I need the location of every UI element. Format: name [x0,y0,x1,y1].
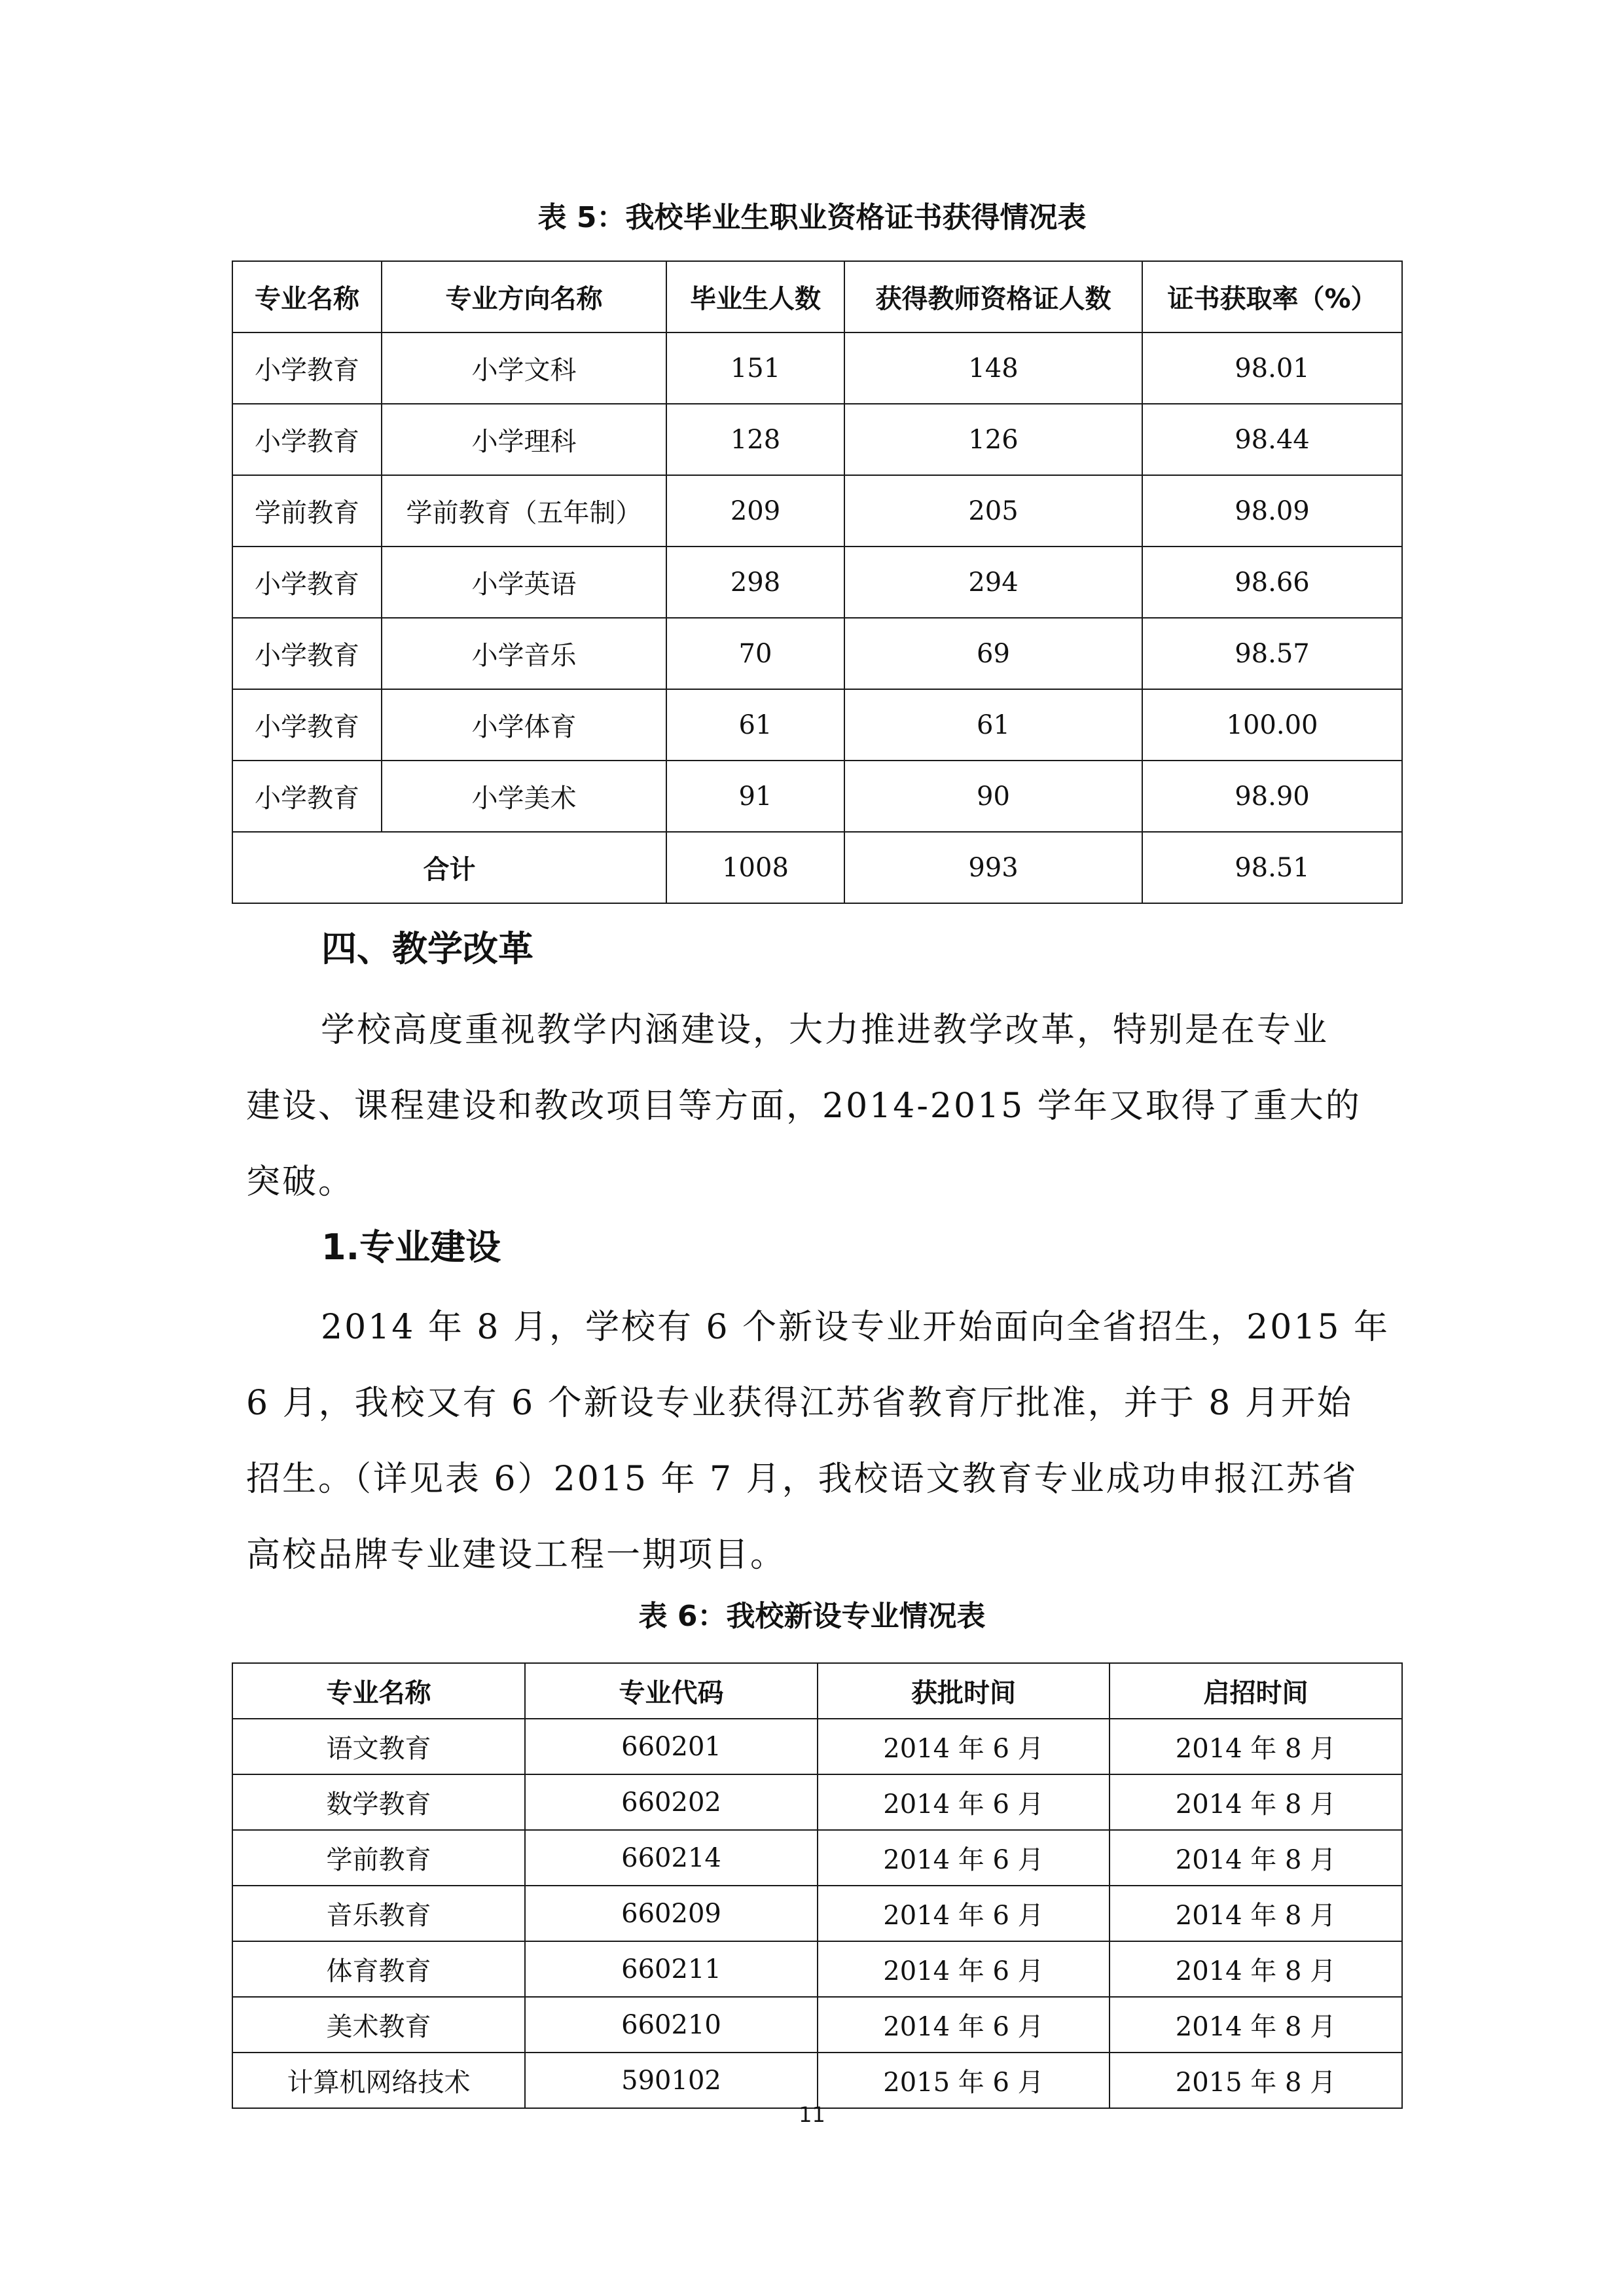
table-cell: 2014 年 6 月 [818,1997,1110,2053]
paragraph-line: 突破。 [246,1162,355,1202]
table-row [232,404,1402,475]
total-label: 合计 [232,832,666,903]
column-header: 专业方向名称 [382,261,666,332]
table-cell: 小学文科 [382,332,666,404]
paragraph-line: 6 月，我校又有 6 个新设专业获得江苏省教育厅批准，并于 8 月开始 [246,1384,1353,1423]
table-cell: 小学音乐 [382,618,666,689]
table-cell: 98.44 [1142,404,1402,475]
table-row [232,475,1402,547]
table-cell: 61 [844,689,1142,761]
table-cell: 98.57 [1142,618,1402,689]
table-cell: 70 [666,618,844,689]
table-cell: 205 [844,475,1142,547]
table-cell: 小学教育 [232,332,382,404]
table-cell: 660201 [525,1719,818,1774]
table6-caption: 表 6：我校新设专业情况表 [638,1600,986,1633]
table-row [232,547,1402,618]
table-cell: 98.66 [1142,547,1402,618]
table-cell: 2014 年 8 月 [1110,1997,1402,2053]
table-cell: 2015 年 6 月 [818,2053,1110,2108]
table-cell: 209 [666,475,844,547]
table-cell: 学前教育 [232,1830,525,1886]
table-cell: 美术教育 [232,1997,525,2053]
table-cell: 128 [666,404,844,475]
table-total-row [232,832,1402,903]
table-cell: 660210 [525,1997,818,2053]
table-cell: 小学教育 [232,761,382,832]
table-cell: 2014 年 6 月 [818,1886,1110,1941]
table-cell: 2014 年 6 月 [818,1830,1110,1886]
subsection-heading-major-construction: 1.专业建设 [321,1227,501,1268]
table-cell: 2014 年 8 月 [1110,1719,1402,1774]
section-heading-teaching-reform: 四、教学改革 [321,928,533,969]
table-cell: 151 [666,332,844,404]
table-row [232,1941,1402,1997]
column-header: 毕业生人数 [666,261,844,332]
table-cell: 体育教育 [232,1941,525,1997]
table-cell: 学前教育（五年制） [382,475,666,547]
column-header: 专业名称 [232,261,382,332]
section-paragraph [246,992,1385,1220]
table-cell: 590102 [525,2053,818,2108]
paragraph-line: 学校高度重视教学内涵建设，大力推进教学改革，特别是在专业 [321,1011,1329,1050]
table-cell: 98.90 [1142,761,1402,832]
table-row [232,1774,1402,1830]
new-majors-table [232,1662,1403,2109]
table-cell: 学前教育 [232,475,382,547]
table-cell: 61 [666,689,844,761]
paragraph-line: 高校品牌专业建设工程一期项目。 [246,1535,787,1575]
table-cell: 298 [666,547,844,618]
table-cell: 小学教育 [232,404,382,475]
table5-caption: 表 5：我校毕业生职业资格证书获得情况表 [537,201,1087,234]
graduate-certificate-table [232,260,1403,904]
table-cell: 660211 [525,1941,818,1997]
table-cell: 148 [844,332,1142,404]
table-cell: 660202 [525,1774,818,1830]
column-header: 专业代码 [525,1663,818,1719]
table-cell: 98.01 [1142,332,1402,404]
column-header: 专业名称 [232,1663,525,1719]
page-number: 11 [799,2102,825,2127]
table-cell: 2014 年 8 月 [1110,1886,1402,1941]
table-cell: 数学教育 [232,1774,525,1830]
table-row [232,1886,1402,1941]
table-row [232,689,1402,761]
table-cell: 126 [844,404,1142,475]
table-cell: 2015 年 8 月 [1110,2053,1402,2108]
column-header: 获批时间 [818,1663,1110,1719]
table-cell: 100.00 [1142,689,1402,761]
table-cell: 小学美术 [382,761,666,832]
table-cell: 2014 年 8 月 [1110,1830,1402,1886]
table-row [232,2053,1402,2108]
table-row [232,618,1402,689]
table-cell: 小学教育 [232,618,382,689]
subsection-paragraph [246,1289,1390,1593]
table-header-row [232,1663,1402,1719]
table-cell: 294 [844,547,1142,618]
table-cell: 2014 年 6 月 [818,1719,1110,1774]
table-cell: 小学教育 [232,689,382,761]
table-cell: 小学教育 [232,547,382,618]
total-rate: 98.51 [1142,832,1402,903]
total-graduates: 1008 [666,832,844,903]
table-row [232,332,1402,404]
total-certified: 993 [844,832,1142,903]
paragraph-line: 建设、课程建设和教改项目等方面，2014-2015 学年又取得了重大的 [246,1086,1362,1126]
table-row [232,1997,1402,2053]
table-row [232,761,1402,832]
table-row [232,1719,1402,1774]
table-cell: 660209 [525,1886,818,1941]
table-cell: 90 [844,761,1142,832]
table-cell: 69 [844,618,1142,689]
table-row [232,1830,1402,1886]
column-header: 获得教师资格证人数 [844,261,1142,332]
table-cell: 2014 年 6 月 [818,1941,1110,1997]
table-cell: 98.09 [1142,475,1402,547]
table-cell: 小学理科 [382,404,666,475]
table-cell: 小学英语 [382,547,666,618]
table-cell: 2014 年 8 月 [1110,1941,1402,1997]
table-cell: 91 [666,761,844,832]
column-header: 启招时间 [1110,1663,1402,1719]
paragraph-line: 招生。（详见表 6）2015 年 7 月，我校语文教育专业成功申报江苏省 [246,1460,1358,1499]
paragraph-line: 2014 年 8 月，学校有 6 个新设专业开始面向全省招生，2015 年 [321,1308,1390,1347]
table-cell: 660214 [525,1830,818,1886]
table-cell: 音乐教育 [232,1886,525,1941]
table-cell: 语文教育 [232,1719,525,1774]
table-cell: 2014 年 8 月 [1110,1774,1402,1830]
table-cell: 小学体育 [382,689,666,761]
table-header-row [232,261,1402,332]
table-cell: 2014 年 6 月 [818,1774,1110,1830]
column-header: 证书获取率（%） [1142,261,1402,332]
table-cell: 计算机网络技术 [232,2053,525,2108]
